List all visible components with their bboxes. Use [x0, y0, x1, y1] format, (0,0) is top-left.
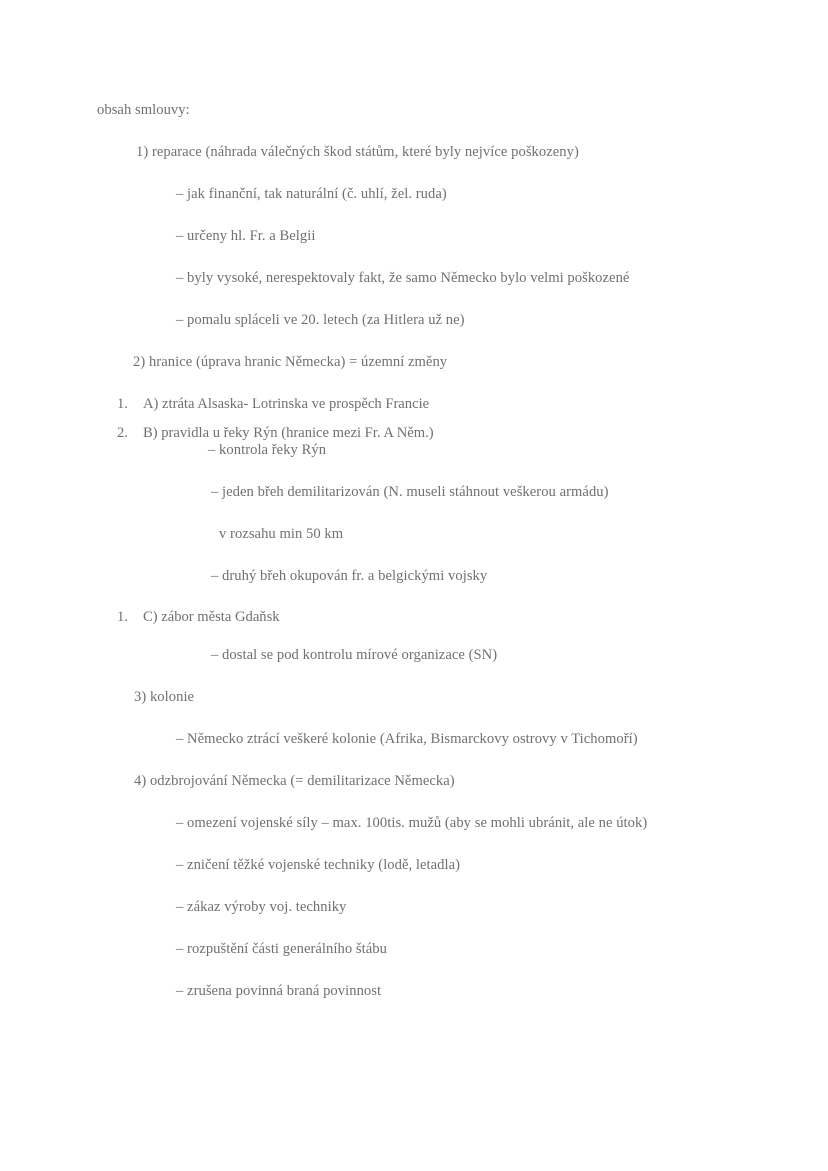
list-marker: 2. — [117, 425, 128, 441]
numbered-list-item-a — [117, 395, 429, 413]
list-item-dash: – kontrola řeky Rýn — [208, 442, 327, 458]
numbered-item-text: C) zábor města Gdaňsk — [143, 609, 280, 625]
list-item-dash: – jak finanční, tak naturální (č. uhlí, žel. ruda) — [176, 186, 447, 202]
list-item-dash: – omezení vojenské síly – max. 100tis. mužů (aby se mohli ubránit, ale ne útok) — [176, 815, 648, 831]
list-item-dash: – zrušena povinná braná povinnost — [176, 983, 382, 999]
list-item-dash: – druhý břeh okupován fr. a belgickými vojsky — [211, 568, 488, 584]
list-item-continuation: v rozsahu min 50 km — [219, 526, 344, 542]
list-marker: 1. — [117, 396, 128, 412]
list-item-dash: – rozpuštění části generálního štábu — [176, 941, 387, 957]
list-item-hranice: 2) hranice (úprava hranic Německa) = územní změny — [133, 354, 448, 370]
document-heading: obsah smlouvy: — [97, 102, 190, 118]
list-item-dash: – zničení těžké vojenské techniky (lodě, letadla) — [176, 857, 461, 873]
numbered-list-item-b — [117, 424, 434, 442]
numbered-list-item-c — [117, 608, 280, 626]
list-marker: 1. — [117, 609, 128, 625]
list-item-odzbrojovani: 4) odzbrojování Německa (= demilitarizace Německa) — [134, 773, 455, 789]
list-item-reparace: 1) reparace (náhrada válečných škod státům, které byly nejvíce poškozeny) — [136, 144, 579, 160]
list-item-dash: – pomalu spláceli ve 20. letech (za Hitlera už ne) — [176, 312, 465, 328]
list-item-dash: – určeny hl. Fr. a Belgii — [176, 228, 316, 244]
list-item-dash: – jeden břeh demilitarizován (N. museli stáhnout veškerou armádu) — [211, 484, 609, 500]
list-item-dash: – zákaz výroby voj. techniky — [176, 899, 347, 915]
numbered-item-text: A) ztráta Alsaska- Lotrinska ve prospěch Francie — [143, 396, 430, 412]
list-item-dash: – Německo ztrácí veškeré kolonie (Afrika, Bismarckovy ostrovy v Tichomoří) — [176, 731, 638, 747]
list-item-dash: – byly vysoké, nerespektovaly fakt, že samo Německo bylo velmi poškozené — [176, 270, 630, 286]
numbered-item-text: B) pravidla u řeky Rýn (hranice mezi Fr. A Něm.) — [143, 425, 434, 441]
list-item-kolonie: 3) kolonie — [134, 689, 195, 705]
list-item-dash: – dostal se pod kontrolu mírové organizace (SN) — [211, 647, 498, 663]
